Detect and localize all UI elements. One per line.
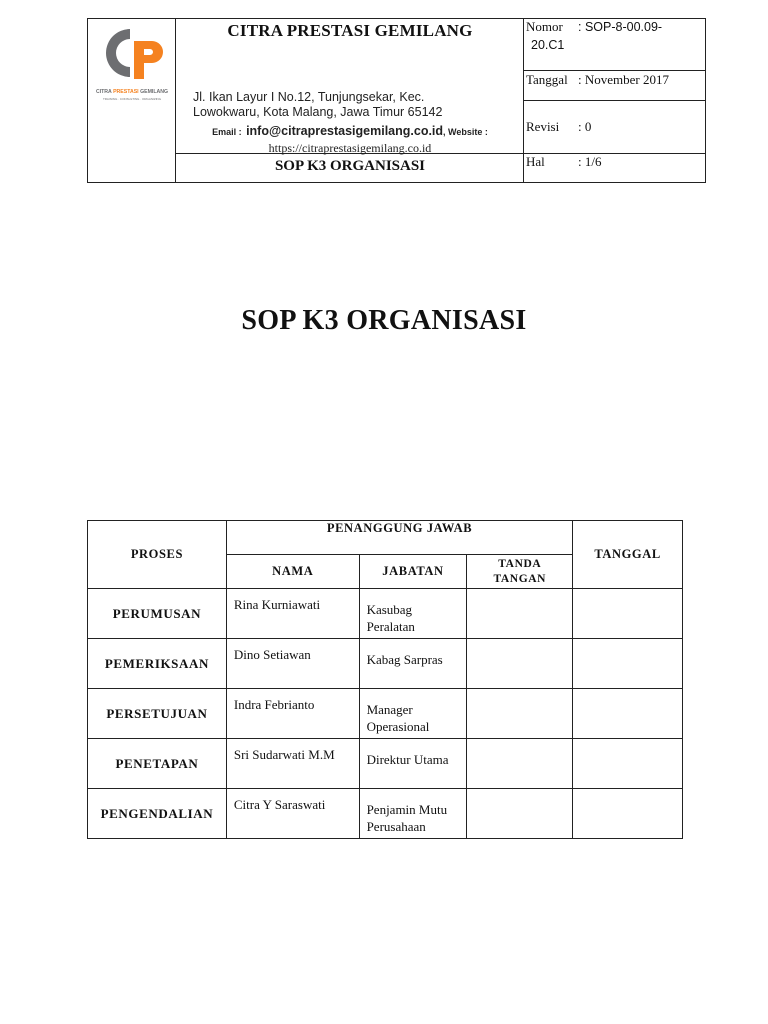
cell-jabatan: Kabag Sarpras [359,639,467,689]
cell-tanda-tangan[interactable] [467,789,573,839]
responsibility-table [87,520,683,839]
cell-jabatan: Penjamin Mutu Perusahaan [359,789,467,839]
header-jabatan: JABATAN [359,555,467,589]
website-link[interactable]: https://citraprestasigemilang.co.id [268,141,432,155]
header-tanda-tangan: TANDA TANGAN [467,555,573,589]
meta-value: : 0 [578,119,592,134]
cell-tanggal[interactable] [573,589,683,639]
meta-value: 20.C1 [531,38,565,52]
cell-proses: PERUMUSAN [88,589,227,639]
header-proses: PROSES [88,521,227,589]
cell-tanda-tangan[interactable] [467,639,573,689]
meta-value: : November 2017 [578,72,669,87]
meta-revisi [526,119,591,135]
header-nama: NAMA [226,555,359,589]
header-penanggung-jawab: PENANGGUNG JAWAB [226,521,572,555]
meta-label: Revisi [526,119,560,134]
cell-jabatan: Manager Operasional [359,689,467,739]
cell-nama: Sri Sudarwati M.M [226,739,359,789]
address-line: Jl. Ikan Layur I No.12, Tunjungsekar, Kec. [193,90,425,104]
cell-proses: PERSETUJUAN [88,689,227,739]
cell-proses: PEMERIKSAAN [88,639,227,689]
meta-label: Nomor [526,19,563,34]
cell-nama: Rina Kurniawati [226,589,359,639]
cell-nama: Dino Setiawan [226,639,359,689]
cell-tanda-tangan[interactable] [467,589,573,639]
svg-text:CITRA PRESTASI GEM: CITRA PRESTASI GEMILANG [95,89,169,95]
email-label: Email : [212,127,242,137]
header-divider [523,100,705,101]
table-row [88,789,683,839]
cell-proses: PENETAPAN [88,739,227,789]
cell-tanda-tangan[interactable] [467,689,573,739]
meta-nomor [526,19,662,52]
address-line: Lowokwaru, Kota Malang, Jawa Timur 65142 [193,105,443,119]
table-row [88,739,683,789]
meta-value: : SOP-8-00.09- [578,20,663,34]
cell-proses: PENGENDALIAN [88,789,227,839]
meta-value: : 1/6 [578,154,602,169]
meta-hal [526,154,601,170]
cell-tanggal[interactable] [573,639,683,689]
company-contact [176,122,524,156]
company-name: CITRA PRESTASI GEMILANG [227,21,473,40]
cell-tanggal[interactable] [573,739,683,789]
company-logo [94,23,170,109]
cell-tanggal[interactable] [573,689,683,739]
header-tanggal: TANGGAL [573,521,683,589]
cell-tanda-tangan[interactable] [467,739,573,789]
table-row [88,639,683,689]
meta-tanggal [526,72,669,88]
cell-tanggal[interactable] [573,789,683,839]
cell-nama: Indra Febrianto [226,689,359,739]
table-header-row [88,521,683,555]
svg-text:TRAINING · CONSULTING · ORGANI: TRAINING · CONSULTING · ORGANIZING [102,97,162,101]
document-subtitle: SOP K3 ORGANISASI [274,158,426,174]
email-link[interactable]: info@citraprestasigemilang.co.id [246,124,444,138]
header-divider [523,70,705,71]
meta-label: Tanggal [526,72,568,87]
table-row [88,589,683,639]
table-row [88,689,683,739]
company-address [193,90,503,120]
cell-jabatan: Direktur Utama [359,739,467,789]
meta-label: Hal [526,154,545,169]
cell-nama: Citra Y Saraswati [226,789,359,839]
cell-jabatan: Kasubag Peralatan [359,589,467,639]
document-header [87,18,706,183]
website-label: , Website : [443,127,488,137]
page-title: SOP K3 ORGANISASI [241,305,527,336]
